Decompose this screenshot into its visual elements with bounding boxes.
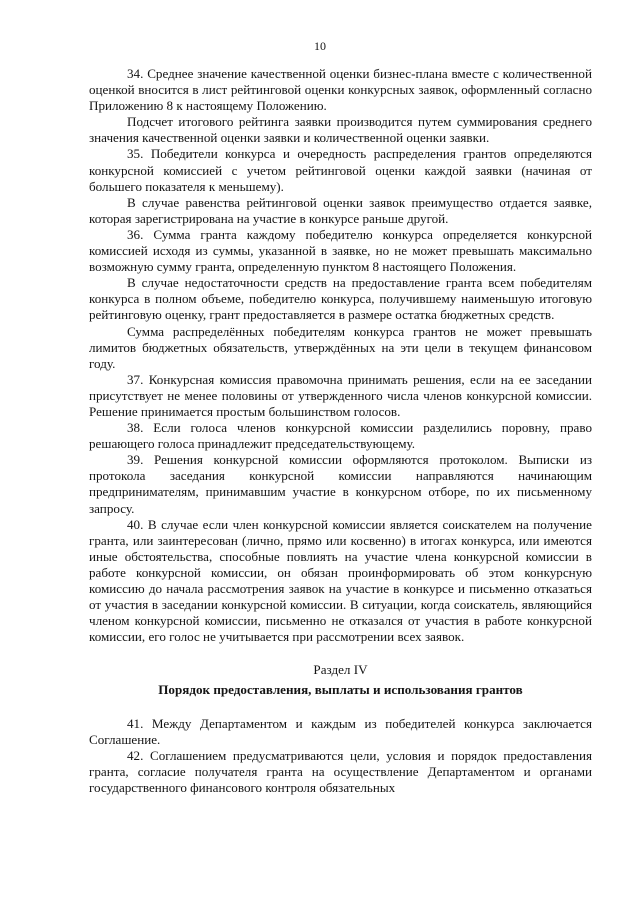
section-heading: Раздел IV: [313, 662, 368, 678]
paragraph-36-insufficient-funds: В случае недостаточности средств на предоставление гранта всем победителям конкурса в полном объеме, победителю конкурса, получившему наименьшую итоговую рейтинговую оценку, грант предоставляется в размере остатка бюджетных средств.: [89, 275, 592, 323]
paragraph-36-budget-limits: Сумма распределённых победителям конкурса грантов не может превышать лимитов бюджетных обязательств, утверждённых на эти цели в текущем финансовом году.: [89, 323, 592, 371]
page-number: 10: [314, 39, 326, 53]
paragraph-36: 36. Сумма гранта каждому победителю конкурса определяется конкурсной комиссией исходя из суммы, указанной в заявке, но не может превышать максимально возможную сумму гранта, определенную пунктом 8 настоящего Положения.: [89, 226, 592, 275]
paragraph-42: 42. Соглашением предусматриваются цели, условия и порядок предоставления гранта, согласие получателя гранта на осуществление Департаментом и органами государственного финансового контроля обязательных: [89, 747, 592, 795]
section-title: Порядок предоставления, выплаты и использования грантов: [158, 682, 523, 698]
paragraph-41: 41. Между Департаментом и каждым из победителей конкурса заключается Соглашение.: [89, 715, 592, 747]
paragraph-38: 38. Если голоса членов конкурсной комиссии разделились поровну, право решающего голоса принадлежит председательствующему.: [89, 420, 592, 452]
paragraph-35: 35. Победители конкурса и очередность распределения грантов определяются конкурсной комиссией с учетом рейтинговой оценки каждой заявки (начиная от большего показателя к меньшему).: [89, 146, 592, 194]
paragraph-34: 34. Среднее значение качественной оценки бизнес-плана вместе с количественной оценкой вносится в лист рейтинговой оценки конкурсных заявок, оформленный согласно Приложению 8 к настоящему Положению.: [89, 66, 592, 114]
document-body: [89, 66, 592, 796]
paragraph-40: 40. В случае если член конкурсной комиссии является соискателем на получение гранта, или заинтересован (лично, прямо или косвенно) в итогах конкурса, или имеются иные обстоятельства, способные повлиять на участие члена конкурсной комиссии в работе конкурсной комиссии, он обязан проинформировать об этом конкурсную комиссию до начала рассмотрения заявок на участие в конкурсе и письменно отказаться от участия в заседании конкурсной комиссии. В ситуации, когда соискатель, являющийся членом конкурсной комиссии, письменно не отказался от участия в работе конкурсной комиссии, его голос не учитывается при рассмотрении всех заявок.: [89, 516, 592, 645]
paragraph-35-equal-rating: В случае равенства рейтинговой оценки заявок преимущество отдается заявке, которая зарегистрирована на участие в конкурсе раньше другой.: [89, 194, 592, 226]
paragraph-39: 39. Решения конкурсной комиссии оформляются протоколом. Выписки из протокола заседания конкурсной комиссии направляются начинающим предпринимателям, принимавшим участие в конкурсном отборе, по их письменному запросу.: [89, 452, 592, 516]
paragraph-37: 37. Конкурсная комиссия правомочна принимать решения, если на ее заседании присутствует не менее половины от утвержденного числа членов конкурсной комиссии. Решение принимается простым большинством голосов.: [89, 371, 592, 419]
paragraph-34-rating-sum: Подсчет итогового рейтинга заявки производится путем суммирования среднего значения качественной оценки заявки и количественной оценки заявки.: [89, 114, 592, 146]
